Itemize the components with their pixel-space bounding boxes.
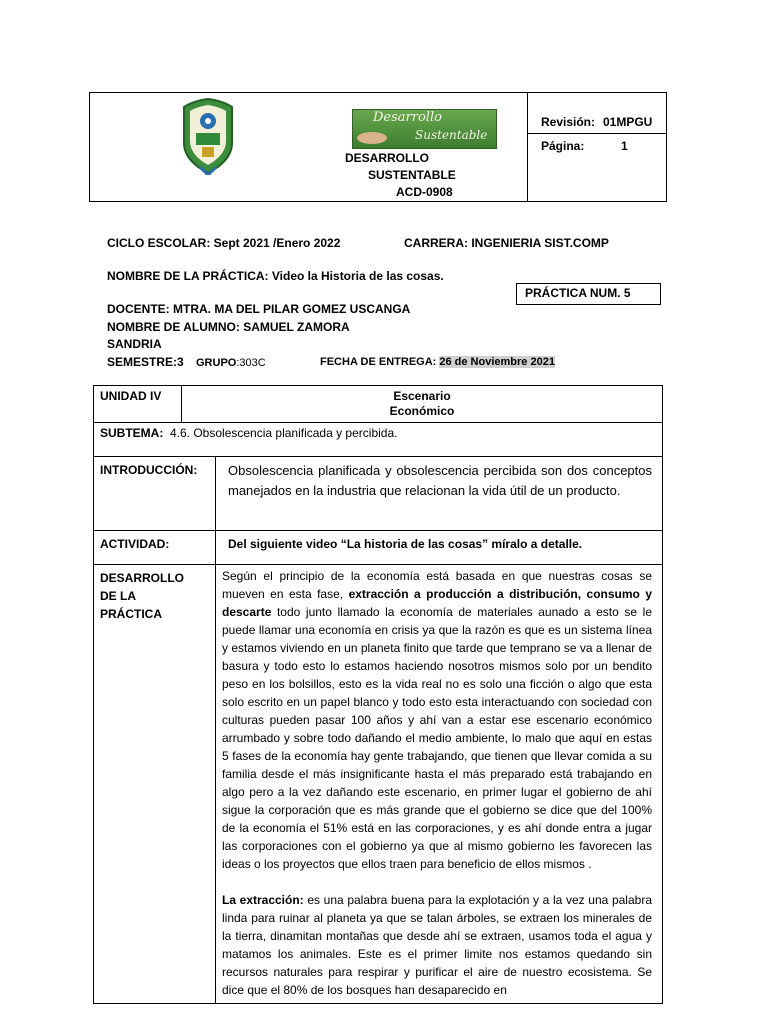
unidad-cell: UNIDAD IV xyxy=(94,386,182,423)
sustainable-development-logo xyxy=(352,109,497,149)
header-row-divider xyxy=(527,133,666,134)
course-code: ACD-0908 xyxy=(396,185,453,199)
p1-part-c: todo junto llamado la economía de materiales aunado a esto se le puede llamar una economía en crisis ya que la razón es que es un sistema línea y estamos viviendo en un planeta finito que tarde que temprano se va a llenar de basura y todo esto lo estamos haciendo nosotros mismos solo por un bendito peso en los bolsillos, esto es la vida real no es solo una ficción o algo que esta solo escrito en un papel blanco y todo esto esta interactuando con sociedad con culturas pueden pasar 100 años y ahí van a estar ese escenario económico arrumbado y sobre todo dañando el medio ambiente, lo malo que aquí en estas 5 fases de la economía hay gente trabajando, que tienen que llevar comida a su familia desde el más insignificante hasta el más preparado está trabajando en algo pero a la vez dañando este escenario, en primer lugar el gobierno de ahí sigue la corporación que es más grande que el gobierno se dice que del 100% de la economía el 51% está en las corporaciones, y es ahí donde entra a jugar las corporaciones con el gobierno ya que al mismo gobierno les favorecen las ideas o los proyectos que ellos traen para beneficio de ellos mismos . xyxy=(222,605,652,871)
logo-text-2: Sustentable xyxy=(415,128,488,142)
intro-label: INTRODUCCIÓN: xyxy=(94,457,216,531)
p1-part-a: Según el principio de la economía está basada en que nuestras cosas se mueven en esta fase, xyxy=(222,569,652,601)
logo-text-1: Desarrollo xyxy=(373,110,442,125)
desarrollo-paragraph-2 xyxy=(222,891,652,999)
course-line-1: DESARROLLO xyxy=(345,151,429,165)
desarrollo-paragraph-1 xyxy=(222,567,652,873)
practice-table xyxy=(93,385,663,1004)
fecha-entrega xyxy=(320,356,555,368)
practice-name: NOMBRE DE LA PRÁCTICA: Video la Historia de las cosas. xyxy=(107,269,444,283)
docente: DOCENTE: MTRA. MA DEL PILAR GOMEZ USCANGA xyxy=(107,302,411,316)
escenario-line-1: Escenario xyxy=(393,389,451,403)
table-row-actividad xyxy=(94,531,663,565)
desarrollo-label-1: DESARROLLO xyxy=(100,571,184,585)
desarrollo-label-3: PRÁCTICA xyxy=(100,607,162,621)
desarrollo-label xyxy=(94,565,216,1004)
actividad-label: ACTIVIDAD: xyxy=(94,531,216,565)
carrera: CARRERA: INGENIERIA SIST.COMP xyxy=(404,236,609,250)
escenario-line-2: Económico xyxy=(389,404,455,418)
intro-text: Obsolescencia planificada y obsolescencia percibida son dos conceptos manejados en la industria que relacionan la vida útil de un producto. xyxy=(216,457,663,531)
p2-part-a: La extracción: xyxy=(222,893,304,907)
institution-seal-icon xyxy=(178,97,238,175)
practice-number-box xyxy=(516,283,661,305)
semestre: SEMESTRE:3 xyxy=(107,355,184,369)
p2-part-b: es una palabra buena para la explotación y a la vez una palabra linda para ruinar al planeta ya que se talan árboles, se extraen los minerales de la tierra, dinamitan montañas que desde ahí se extraen, usamos toda el agua y matamos los animales. Este es el primer limite nos estamos quedando sin recursos naturales para respirar y purificar el aire de nuestro ecosistema. Se dice que el 80% de los bosques han desaparecido en xyxy=(222,893,652,997)
page-label: Página: xyxy=(541,139,585,153)
student-name-1: NOMBRE DE ALUMNO: SAMUEL ZAMORA xyxy=(107,320,350,334)
ciclo-escolar: CICLO ESCOLAR: Sept 2021 /Enero 2022 xyxy=(107,236,341,250)
header-divider xyxy=(527,93,528,201)
table-row-subtema xyxy=(94,423,663,457)
course-line-2: SUSTENTABLE xyxy=(368,168,456,182)
fecha-label: FECHA DE ENTREGA: xyxy=(320,356,440,368)
actividad-text: Del siguiente video “La historia de las cosas” míralo a detalle. xyxy=(216,531,663,565)
table-row-desarrollo xyxy=(94,565,663,1004)
subtema-cell xyxy=(94,423,663,457)
desarrollo-text xyxy=(216,565,663,1004)
hands-icon xyxy=(357,132,387,144)
subtema-label: SUBTEMA: xyxy=(100,426,164,440)
grupo-label: GRUPO xyxy=(196,357,237,369)
subtema-value: 4.6. Obsolescencia planificada y percibida. xyxy=(170,426,398,440)
table-row-unidad xyxy=(94,386,663,423)
revision-value: 01MPGU xyxy=(603,115,653,129)
table-row-intro xyxy=(94,457,663,531)
escenario-cell xyxy=(182,386,663,423)
p1-part-b: extracción a producción a distribución, consumo y descarte xyxy=(222,587,652,619)
practice-number: PRÁCTICA NUM. 5 xyxy=(525,286,631,300)
student-name-2: SANDRIA xyxy=(107,337,162,351)
revision-label: Revisión: xyxy=(541,115,596,129)
grupo xyxy=(196,357,266,369)
document-header xyxy=(89,92,667,202)
page-value: 1 xyxy=(621,139,628,153)
fecha-value: 26 de Noviembre 2021 xyxy=(439,356,555,368)
desarrollo-label-2: DE LA xyxy=(100,589,136,603)
grupo-value: :303C xyxy=(236,357,266,369)
